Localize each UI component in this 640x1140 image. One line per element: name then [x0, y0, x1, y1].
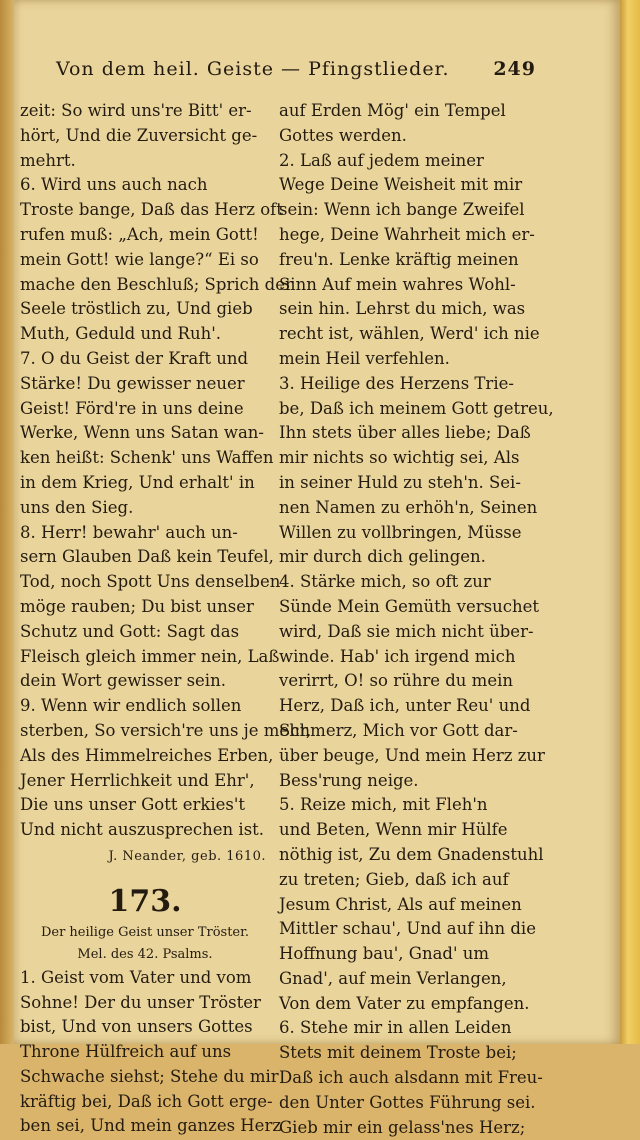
text-line: nen Namen zu erhöh'n, Seinen [279, 497, 538, 517]
left-column [20, 99, 312, 1139]
book-spine-shadow [0, 0, 14, 1044]
text-line: 1. Geist vom Vater und vom [20, 967, 252, 987]
text-line: in seiner Huld zu steh'n. Sei- [279, 472, 521, 492]
text-line: Werke, Wenn uns Satan wan- [20, 423, 265, 443]
right-text-block [279, 99, 554, 1140]
text-line: ben sei, Und mein ganzes Herz [20, 1116, 282, 1136]
text-line: zeit: So wird uns're Bitt' er- [20, 101, 252, 120]
text-line: möge rauben; Du bist unser [20, 596, 254, 616]
text-line: bist, Und von unsers Gottes [20, 1017, 253, 1037]
text-line: mir durch dich gelingen. [279, 547, 486, 567]
text-line: winde. Hab' ich irgend mich [279, 646, 516, 666]
text-line: Seele tröstlich zu, Und gieb [20, 299, 253, 319]
text-line: mir nichts so wichtig sei, Als [279, 448, 520, 468]
text-line: Stets mit deinem Troste bei; [279, 1043, 517, 1063]
text-line: Stärke! Du gewisser neuer [20, 373, 245, 393]
text-line: 4. Stärke mich, so oft zur [279, 572, 491, 592]
text-line: Sünde Mein Gemüth versuchet [279, 596, 539, 616]
text-line: 7. O du Geist der Kraft und [20, 348, 249, 368]
melody-reference: Mel. des 42. Psalms. [77, 946, 213, 962]
text-line: und Beten, Wenn mir Hülfe [279, 820, 508, 840]
text-line: Tod, noch Spott Uns denselben [20, 572, 281, 592]
text-line: 3. Heilige des Herzens Trie- [279, 373, 514, 393]
left-text-block-continued [20, 966, 282, 1140]
text-line: Gnad', auf mein Verlangen, [279, 968, 507, 988]
text-line: mehrt. [20, 150, 76, 170]
text-line: Herz, Daß ich, unter Reu' und [279, 696, 531, 716]
text-line: auf Erden Mög' ein Tempel [279, 101, 506, 120]
text-line: über beuge, Und mein Herz zur [279, 745, 545, 765]
text-line: Troste bange, Daß das Herz oft [20, 200, 283, 220]
text-line: 6. Stehe mir in allen Leiden [279, 1018, 512, 1038]
text-line: uns den Sieg. [20, 497, 134, 517]
text-line: verirrt, O! so rühre du mein [279, 671, 513, 691]
text-line: Gieb mir ein gelass'nes Herz; [279, 1117, 526, 1137]
text-line: Als des Himmelreiches Erben, [20, 745, 274, 765]
running-title: Von dem heil. Geiste — Pfingstlieder. [56, 58, 450, 80]
text-line: sein hin. Lehrst du mich, was [279, 299, 526, 319]
text-line: Throne Hülfreich auf uns [20, 1042, 232, 1062]
text-line: freu'n. Lenke kräftig meinen [279, 249, 519, 269]
text-line: Muth, Geduld und Ruh'. [20, 324, 222, 344]
text-line: wird, Daß sie mich nicht über- [279, 621, 534, 641]
text-line: den Unter Gottes Führung sei. [279, 1092, 536, 1112]
text-line: Schutz und Gott: Sagt das [20, 621, 240, 641]
text-line: hege, Deine Wahrheit mich er- [279, 224, 535, 244]
page-header [56, 58, 536, 88]
text-line: Wege Deine Weisheit mit mir [279, 175, 523, 195]
right-column [279, 99, 554, 1140]
text-line: 6. Wird uns auch nach [20, 175, 208, 195]
text-line: Von dem Vater zu empfangen. [279, 993, 530, 1013]
left-text-block [20, 99, 312, 843]
author-credit: J. Neander, geb. 1610. [108, 848, 266, 864]
text-line: Gottes werden. [279, 125, 407, 145]
text-line: mein Gott! wie lange?“ Ei so [20, 249, 259, 269]
text-line: 2. Laß auf jedem meiner [279, 150, 484, 170]
text-line: Jesum Christ, Als auf meinen [279, 894, 522, 914]
text-line: dein Wort gewisser sein. [20, 671, 226, 691]
text-line: Fleisch gleich immer nein, Laß [20, 646, 280, 666]
text-line: ken heißt: Schenk' uns Waffen [20, 448, 274, 468]
text-line: be, Daß ich meinem Gott getreu, [279, 398, 554, 418]
text-line: Jener Herrlichkeit und Ehr', [20, 770, 255, 790]
page-number: 249 [493, 58, 536, 80]
text-line: Schmerz, Mich vor Gott dar- [279, 720, 518, 740]
text-line: hört, Und die Zuversicht ge- [20, 125, 258, 145]
text-line: sein: Wenn ich bange Zweifel [279, 200, 525, 220]
text-line: Die uns unser Gott erkies't [20, 795, 246, 815]
text-line: 5. Reize mich, mit Fleh'n [279, 795, 488, 815]
text-line: Sohne! Der du unser Tröster [20, 992, 261, 1012]
text-line: mache den Beschluß; Sprich der [20, 274, 293, 294]
text-line: Daß ich auch alsdann mit Freu- [279, 1068, 543, 1088]
text-line: mein Heil verfehlen. [279, 348, 450, 368]
text-line: Ihn stets über alles liebe; Daß [279, 423, 531, 443]
text-line: in dem Krieg, Und erhalt' in [20, 472, 255, 492]
text-line: kräftig bei, Daß ich Gott erge- [20, 1091, 273, 1111]
text-line: 8. Herr! bewahr' auch un- [20, 522, 238, 542]
text-line: Schwache siehst; Stehe du mir [20, 1066, 279, 1086]
text-line: sterben, So versich're uns je mehr, [20, 720, 312, 740]
text-line: Bess'rung neige. [279, 770, 419, 790]
text-line: zu treten; Gieb, daß ich auf [279, 869, 509, 889]
text-line: 9. Wenn wir endlich sollen [20, 696, 242, 716]
text-line: Und nicht auszusprechen ist. [20, 820, 265, 840]
text-line: Willen zu vollbringen, Müsse [279, 522, 522, 542]
text-line: Geist! Förd're in uns deine [20, 398, 244, 418]
text-line: rufen muß: „Ach, mein Gott! [20, 224, 259, 244]
hymn-title: Der heilige Geist unser Tröster. [40, 924, 250, 940]
text-line: Mittler schau', Und auf ihn die [279, 919, 536, 939]
text-line: sern Glauben Daß kein Teufel, [20, 547, 274, 567]
text-line: recht ist, wählen, Werd' ich nie [279, 324, 540, 344]
page-edge [620, 0, 640, 1044]
text-line: Sinn Auf mein wahres Wohl- [279, 274, 516, 294]
hymn-number: 173. [108, 883, 182, 919]
text-line: Hoffnung bau', Gnad' um [279, 944, 490, 964]
text-line: nöthig ist, Zu dem Gnadenstuhl [279, 844, 544, 864]
